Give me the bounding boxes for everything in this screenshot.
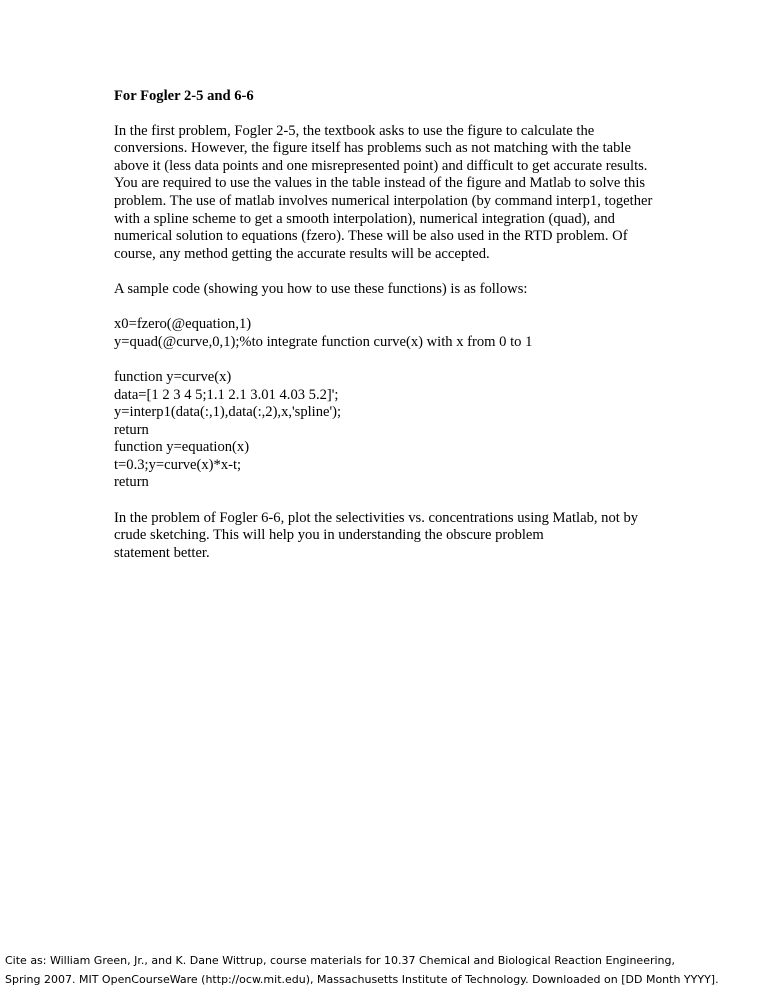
code-line: return <box>114 474 149 491</box>
code-line: return <box>114 421 149 438</box>
citation-line: Cite as: William Green, Jr., and K. Dane Wittrup, course materials for 10.37 Chemical and Biological Reaction Engineering, <box>5 954 675 967</box>
code-line: function y=curve(x) <box>114 368 232 385</box>
code-line: function y=equation(x) <box>114 439 250 456</box>
paragraph-line: statement better. <box>114 544 210 561</box>
paragraph-intro: In the first problem, Fogler 2-5, the textbook asks to use the figure to calculate the conversions. However, the figure itself has problems such as not matching with the table above it (less data points and one misrepresented point) and difficult to get accurate results. You are required to use the values in the table instead of the figure and Matlab to solve this problem. The use of matlab involves numerical interpolation (by command interp1, together with a spline scheme to get a smooth interpolation), numerical integration (quad), and numerical solution to equations (fzero). These will be also used in the RTD problem. Of course, any method getting the accurate results will be accepted. <box>114 122 653 262</box>
code-line: data=[1 2 3 4 5;1.1 2.1 3.01 4.03 5.2]'; <box>114 386 339 403</box>
code-line: x0=fzero(@equation,1) <box>114 316 252 333</box>
paragraph-sample-code-intro: A sample code (showing you how to use these functions) is as follows: <box>114 280 528 297</box>
document-heading: For Fogler 2-5 and 6-6 <box>114 88 254 104</box>
code-block-calls <box>114 316 674 351</box>
code-line: t=0.3;y=curve(x)*x-t; <box>114 456 242 473</box>
paragraph-fogler-6-6 <box>114 510 664 563</box>
code-block-functions <box>114 369 674 492</box>
code-line: y=interp1(data(:,1),data(:,2),x,'spline'); <box>114 404 342 421</box>
citation-line: Spring 2007. MIT OpenCourseWare (http://ocw.mit.edu), Massachusetts Institute of Technology. Downloaded on [DD Month YYYY]. <box>5 973 719 986</box>
citation-footer <box>5 951 767 989</box>
code-line: y=quad(@curve,0,1);%to integrate function curve(x) with x from 0 to 1 <box>114 333 533 350</box>
paragraph-line: crude sketching. This will help you in understanding the obscure problem <box>114 527 544 544</box>
document-body <box>114 88 674 580</box>
paragraph-line: In the problem of Fogler 6-6, plot the selectivities vs. concentrations using Matlab, not by <box>114 509 639 526</box>
